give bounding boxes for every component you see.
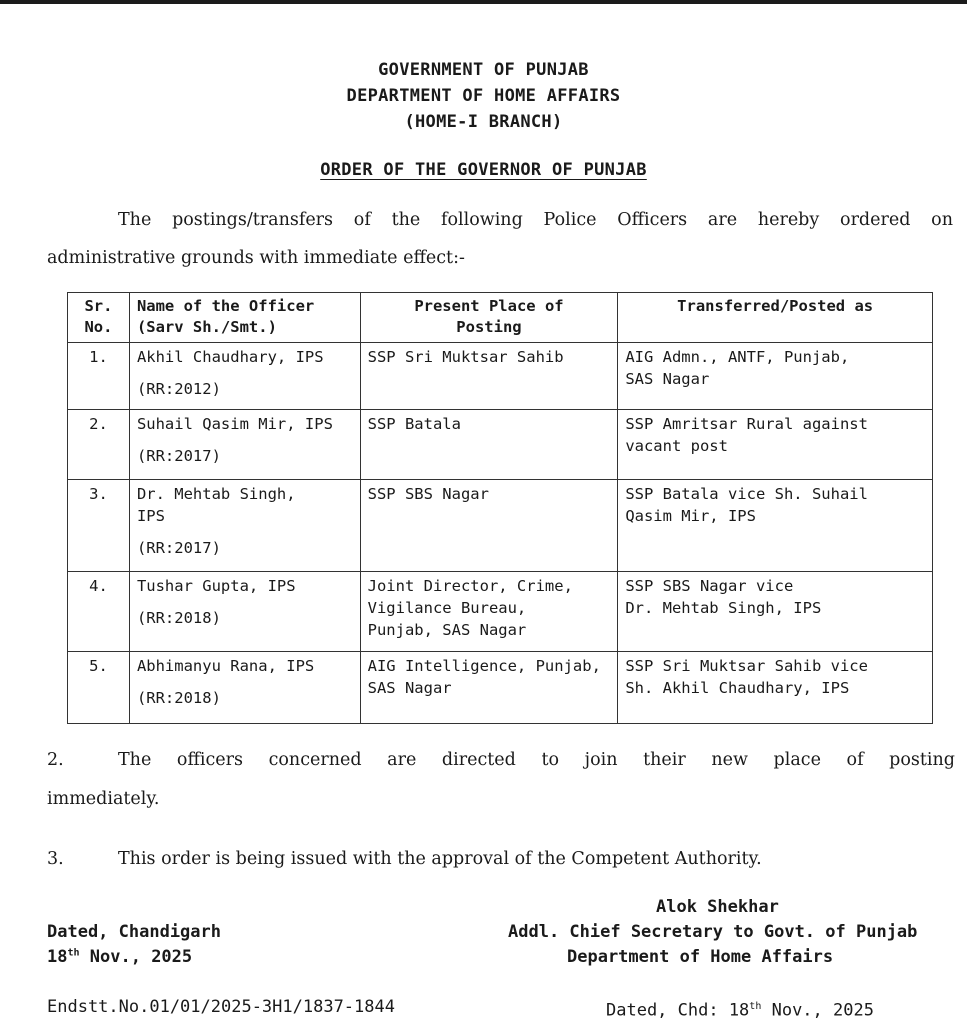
row-sr: 4. <box>68 572 130 652</box>
officer-batch: (RR:2018) <box>136 609 221 627</box>
header-transferred <box>618 293 933 343</box>
officer-batch: (RR:2017) <box>136 447 221 465</box>
transferred-line: SSP Amritsar Rural against <box>625 415 868 433</box>
endorsement-date-rest: Nov., 2025 <box>771 1000 874 1021</box>
present-line: SSP Sri Muktsar Sahib <box>367 348 564 366</box>
header-department: DEPARTMENT OF HOME AFFAIRS <box>346 86 621 106</box>
intro-line2: administrative grounds with immediate effect:- <box>47 248 465 268</box>
row-sr: 3. <box>68 480 130 572</box>
header-present-posting <box>360 293 618 343</box>
transferred-line: Sh. Akhil Chaudhary, IPS <box>625 679 850 697</box>
officer-name-line: IPS <box>136 507 165 525</box>
para2-line2: immediately. <box>47 789 160 809</box>
header-transferred-label: Transferred/Posted as <box>677 297 874 315</box>
present-line: AIG Intelligence, Punjab, <box>367 657 601 675</box>
row-sr: 1. <box>68 343 130 410</box>
header-name-line2: (Sarv Sh./Smt.) <box>136 318 277 336</box>
present-line: SAS Nagar <box>367 679 452 697</box>
endorsement-date <box>606 988 874 1030</box>
header-officer-name <box>129 293 360 343</box>
endorsement-date-suffix: th <box>749 1001 762 1012</box>
dated-day-suffix: th <box>67 947 80 959</box>
transfer-table <box>67 292 933 724</box>
transferred-line: SSP Batala vice Sh. Suhail <box>625 485 868 503</box>
header-sr-line1: Sr. <box>84 297 113 315</box>
officer-batch: (RR:2017) <box>136 539 221 557</box>
header-name-line1: Name of the Officer <box>136 297 315 315</box>
row-sr: 2. <box>68 410 130 480</box>
row-transferred <box>618 410 933 480</box>
signatory-name: Alok Shekhar <box>656 897 779 917</box>
present-line: Punjab, SAS Nagar <box>367 621 527 639</box>
row-officer <box>129 480 360 572</box>
table-row <box>68 572 933 652</box>
transferred-line: SAS Nagar <box>625 370 710 388</box>
header-sr-no <box>68 293 130 343</box>
officer-name: Abhimanyu Rana, IPS <box>136 657 315 675</box>
header-government: GOVERNMENT OF PUNJAB <box>378 60 589 80</box>
row-officer <box>129 410 360 480</box>
para3-number: 3. <box>47 849 64 869</box>
dated-rest: Nov., 2025 <box>89 947 193 967</box>
table-row <box>68 343 933 410</box>
header-present-line1: Present Place of <box>414 297 564 315</box>
present-line: SSP Batala <box>367 415 461 433</box>
transferred-line: SSP SBS Nagar vice <box>625 577 794 595</box>
table-row <box>68 652 933 724</box>
endorsement-number: Endstt.No.01/01/2025-3H1/1837-1844 <box>47 997 395 1017</box>
order-title: ORDER OF THE GOVERNOR OF PUNJAB <box>320 160 647 180</box>
row-officer <box>129 652 360 724</box>
transferred-line: AIG Admn., ANTF, Punjab, <box>625 348 850 366</box>
dated-day: 18 <box>47 947 68 967</box>
transferred-line: Qasim Mir, IPS <box>625 507 756 525</box>
present-line: Joint Director, Crime, <box>367 577 573 595</box>
row-transferred <box>618 343 933 410</box>
officer-batch: (RR:2012) <box>136 380 221 398</box>
header-present-line2: Posting <box>456 318 522 336</box>
header-branch: (HOME-I BRANCH) <box>404 112 563 132</box>
row-officer <box>129 343 360 410</box>
officer-name-line: Dr. Mehtab Singh, <box>136 485 296 503</box>
row-transferred <box>618 572 933 652</box>
officer-batch: (RR:2018) <box>136 689 221 707</box>
para2-line1: The officers concerned are directed to join their new place of posting <box>118 750 955 770</box>
para2-number: 2. <box>47 750 64 770</box>
header-sr-line2: No. <box>84 318 113 336</box>
table-row <box>68 480 933 572</box>
officer-name: Tushar Gupta, IPS <box>136 577 296 595</box>
officer-name: Akhil Chaudhary, IPS <box>136 348 324 366</box>
endorsement-date-prefix: Dated, Chd: 18 <box>606 1000 750 1021</box>
row-sr: 5. <box>68 652 130 724</box>
dated-place: Dated, Chandigarh <box>47 922 221 942</box>
transferred-line: vacant post <box>625 437 728 455</box>
row-present <box>360 572 618 652</box>
signatory-designation: Addl. Chief Secretary to Govt. of Punjab <box>508 922 918 942</box>
signatory-department: Department of Home Affairs <box>567 947 834 967</box>
table-row <box>68 410 933 480</box>
row-present <box>360 480 618 572</box>
transferred-line: Dr. Mehtab Singh, IPS <box>625 599 822 617</box>
present-line: SSP SBS Nagar <box>367 485 489 503</box>
row-present <box>360 652 618 724</box>
officer-name: Suhail Qasim Mir, IPS <box>136 415 333 433</box>
table-header-row <box>68 293 933 343</box>
row-transferred <box>618 652 933 724</box>
row-officer <box>129 572 360 652</box>
order-title-wrap <box>0 160 967 180</box>
present-line: Vigilance Bureau, <box>367 599 527 617</box>
row-present <box>360 410 618 480</box>
intro-line1: The postings/transfers of the following Police Officers are hereby ordered on <box>118 210 953 230</box>
dated-date <box>47 947 192 967</box>
row-present <box>360 343 618 410</box>
transferred-line: SSP Sri Muktsar Sahib vice <box>625 657 868 675</box>
top-border <box>0 0 967 4</box>
row-transferred <box>618 480 933 572</box>
para3-text: This order is being issued with the approval of the Competent Authority. <box>118 849 762 869</box>
